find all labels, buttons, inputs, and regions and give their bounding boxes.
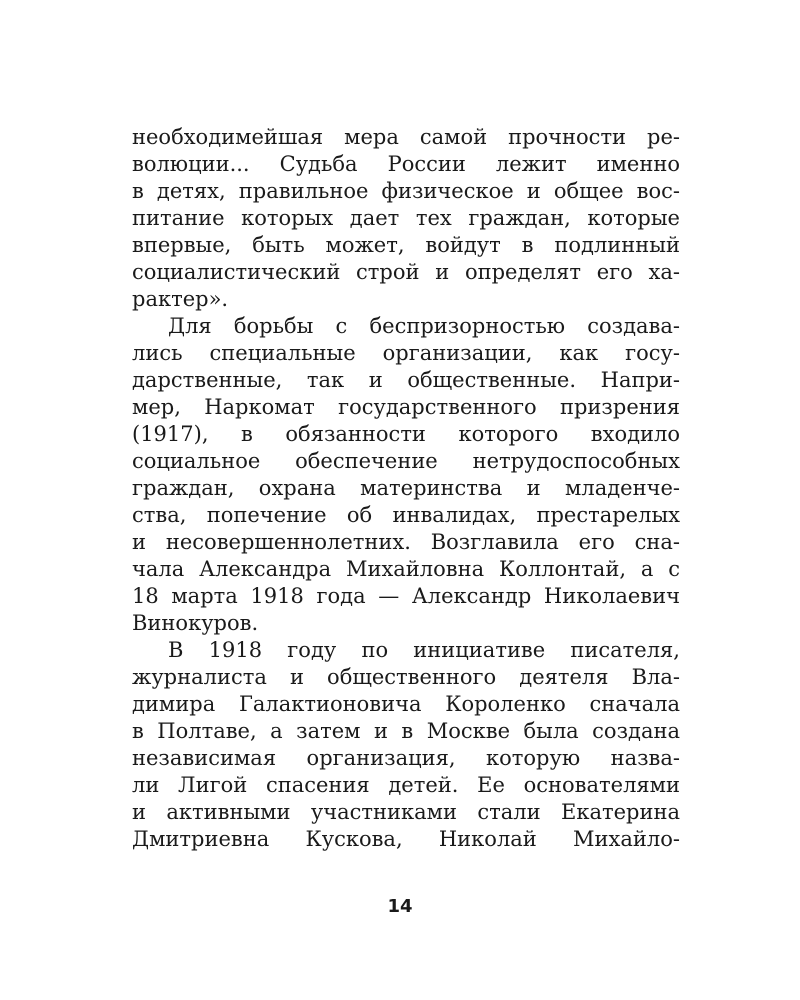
text-line: чала Александра Михайловна Коллонтай, а с [132,557,680,581]
text-line: независимая организация, которую назва- [132,746,680,770]
page-number: 14 [387,896,413,917]
text-line: социалистический строй и определят его ха- [132,260,680,284]
text-line: в детях, правильное физическое и общее вос- [132,179,680,203]
text-line: 18 марта 1918 года — Александр Николаевич [132,584,680,608]
text-line: ства, попечение об инвалидах, престарелых [132,503,680,527]
text-line: и несовершеннолетних. Возглавила его сна- [132,530,680,554]
page-text-block [132,124,680,853]
text-line: В 1918 году по инициативе писателя, [168,638,680,662]
text-line: питание которых дает тех граждан, которые [132,206,680,230]
text-line: Для борьбы с беспризорностью создава- [168,314,680,338]
text-line: впервые, быть может, войдут в подлинный [132,233,680,257]
text-line: волюции... Судьба России лежит именно [132,152,680,176]
text-line: лись специальные организации, как госу- [132,341,680,365]
text-line: в Полтаве, а затем и в Москве была создана [132,719,680,743]
text-line: (1917), в обязанности которого входило [132,422,680,446]
text-line: дарственные, так и общественные. Напри- [132,368,680,392]
text-line: Винокуров. [132,611,259,635]
text-line: Дмитриевна Кускова, Николай Михайло- [132,827,680,851]
text-line: необходимейшая мера самой прочности ре- [132,125,680,149]
paragraph [132,124,680,313]
text-line: мер, Наркомат государственного призрения [132,395,680,419]
text-line: журналиста и общественного деятеля Вла- [132,665,680,689]
text-line: граждан, охрана материнства и младенче- [132,476,680,500]
text-line: рактер». [132,287,229,311]
text-line: социальное обеспечение нетрудоспособных [132,449,680,473]
text-line: ли Лигой спасения детей. Ее основателями [132,773,680,797]
text-line: димира Галактионовича Короленко сначала [132,692,680,716]
paragraph [132,313,680,637]
text-line: и активными участниками стали Екатерина [132,800,680,824]
paragraph [132,637,680,853]
